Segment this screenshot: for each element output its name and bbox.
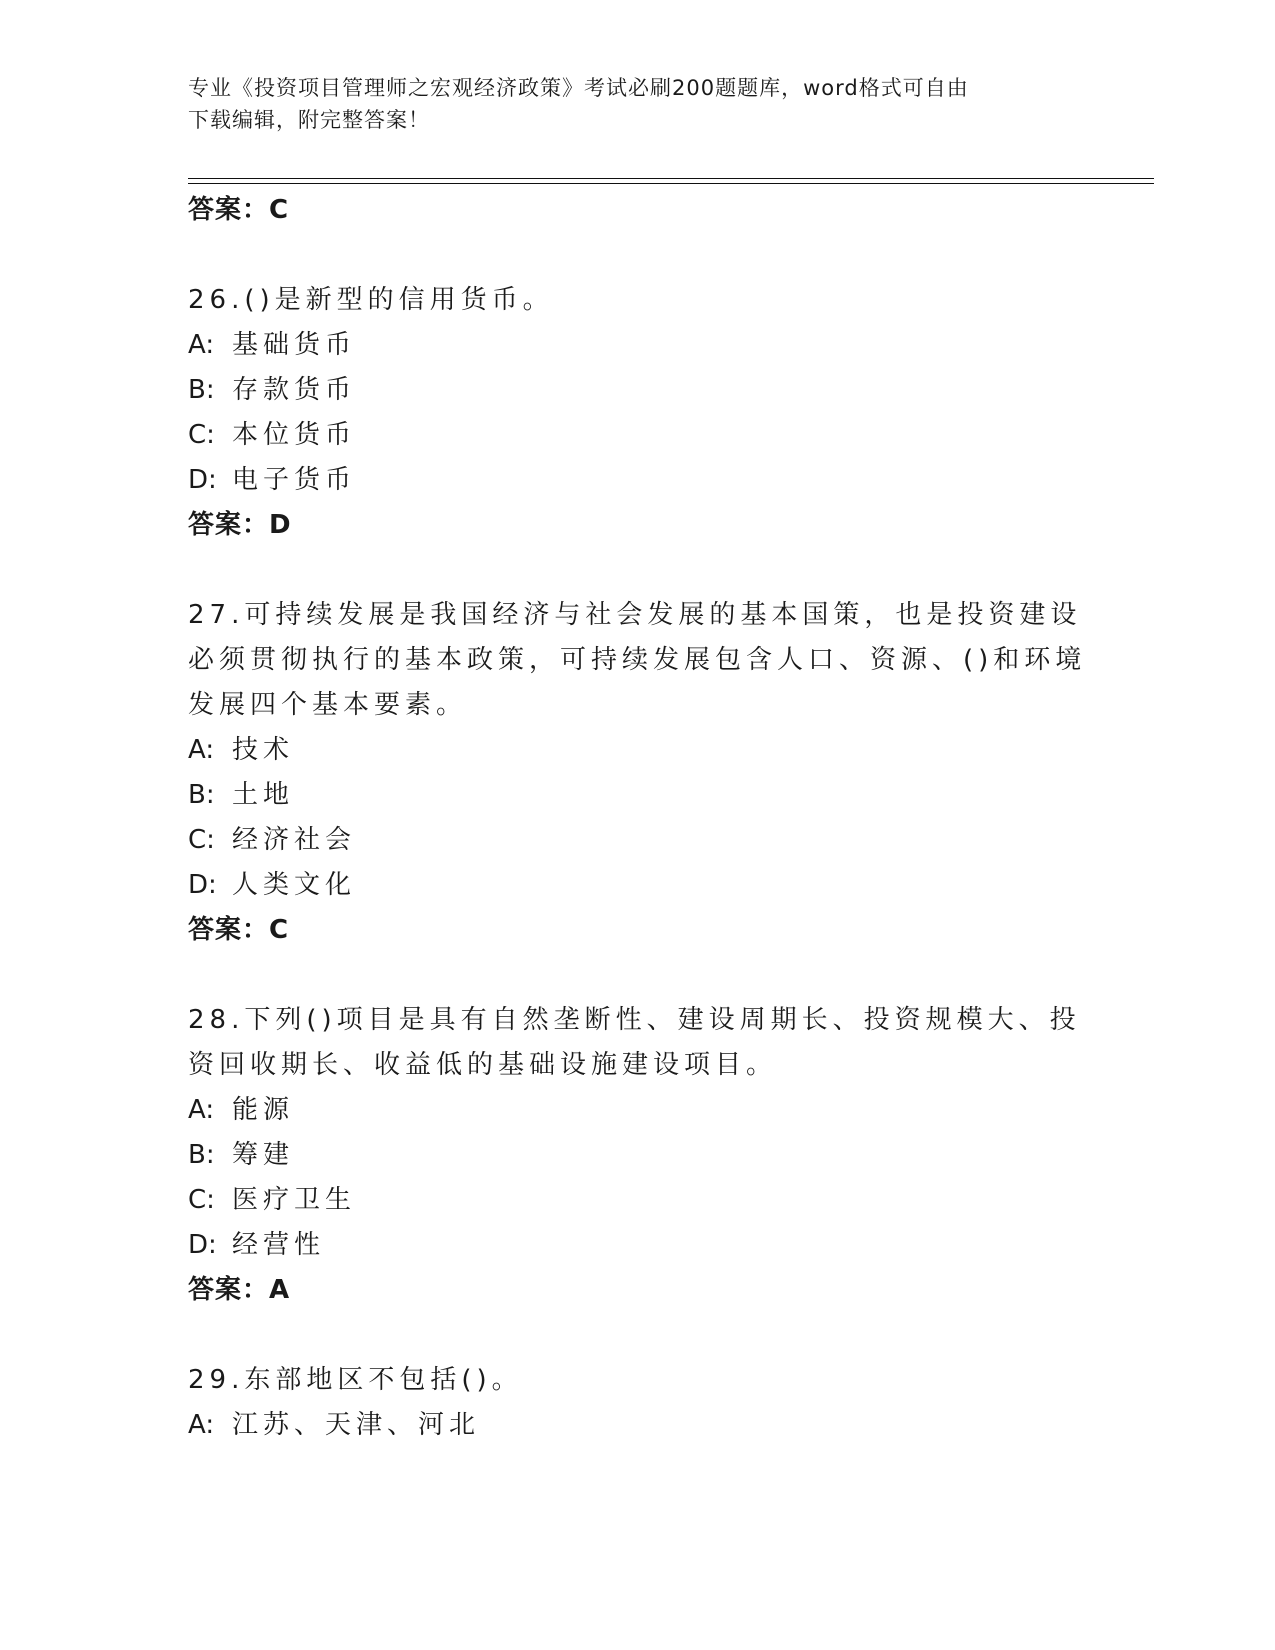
question-text: 27.可持续发展是我国经济与社会发展的基本国策，也是投资建设必须贯彻执行的基本政策，可持续发展包含人口、资源、()和环境发展四个基本要素。	[188, 600, 1087, 720]
question-text: 26.()是新型的信用货币。	[188, 285, 554, 315]
option-b	[188, 773, 1088, 818]
answer-line: 答案：A	[188, 1275, 291, 1305]
option-text: 存款货币	[232, 375, 357, 405]
option-text: 经济社会	[232, 825, 357, 855]
header-line-1: 专业《投资项目管理师之宏观经济政策》考试必刷200题题库，word格式可自由	[188, 76, 969, 100]
option-label: B:	[188, 1140, 215, 1170]
option-label: D:	[188, 870, 217, 900]
header-divider-bottom	[188, 183, 1154, 184]
spacer	[188, 548, 1088, 593]
option-a	[188, 1403, 1088, 1448]
option-label: A:	[188, 735, 215, 765]
option-label: D:	[188, 465, 217, 495]
option-label: C:	[188, 825, 215, 855]
option-text: 土地	[232, 780, 295, 810]
question-block	[188, 278, 1088, 548]
option-label: B:	[188, 780, 215, 810]
option-label: A:	[188, 330, 215, 360]
option-text: 医疗卫生	[232, 1185, 357, 1215]
option-text: 基础货币	[232, 330, 357, 360]
question-text: 28.下列()项目是具有自然垄断性、建设周期长、投资规模大、投资回收期长、收益低的基础设施建设项目。	[188, 1005, 1081, 1080]
option-label: C:	[188, 420, 215, 450]
spacer	[188, 953, 1088, 998]
option-label: B:	[188, 375, 215, 405]
document-header	[188, 72, 1068, 136]
question-block	[188, 1358, 1088, 1448]
option-text: 能源	[232, 1095, 295, 1125]
option-a	[188, 728, 1088, 773]
option-label: A:	[188, 1410, 215, 1440]
option-text: 本位货币	[232, 420, 357, 450]
option-a	[188, 1088, 1088, 1133]
header-line-2: 下载编辑，附完整答案！	[188, 108, 430, 132]
option-c	[188, 413, 1088, 458]
header-divider-top	[188, 178, 1154, 179]
option-d	[188, 1223, 1088, 1268]
option-d	[188, 458, 1088, 503]
question-block	[188, 593, 1088, 953]
spacer	[188, 1313, 1088, 1358]
option-b	[188, 368, 1088, 413]
option-text: 人类文化	[232, 870, 357, 900]
option-c	[188, 818, 1088, 863]
option-text: 技术	[232, 735, 295, 765]
option-a	[188, 323, 1088, 368]
question-text: 29.东部地区不包括()。	[188, 1365, 523, 1395]
option-text: 经营性	[232, 1230, 326, 1260]
option-text: 筹建	[232, 1140, 295, 1170]
spacer	[188, 233, 1088, 278]
option-c	[188, 1178, 1088, 1223]
option-label: D:	[188, 1230, 217, 1260]
question-list	[188, 188, 1088, 1448]
option-label: C:	[188, 1185, 215, 1215]
option-text: 电子货币	[232, 465, 357, 495]
answer-line: 答案：C	[188, 195, 290, 225]
option-text: 江苏、天津、河北	[232, 1410, 481, 1440]
question-block	[188, 998, 1088, 1313]
answer-line: 答案：D	[188, 510, 292, 540]
answer-line: 答案：C	[188, 915, 290, 945]
option-label: A:	[188, 1095, 215, 1125]
option-b	[188, 1133, 1088, 1178]
option-d	[188, 863, 1088, 908]
